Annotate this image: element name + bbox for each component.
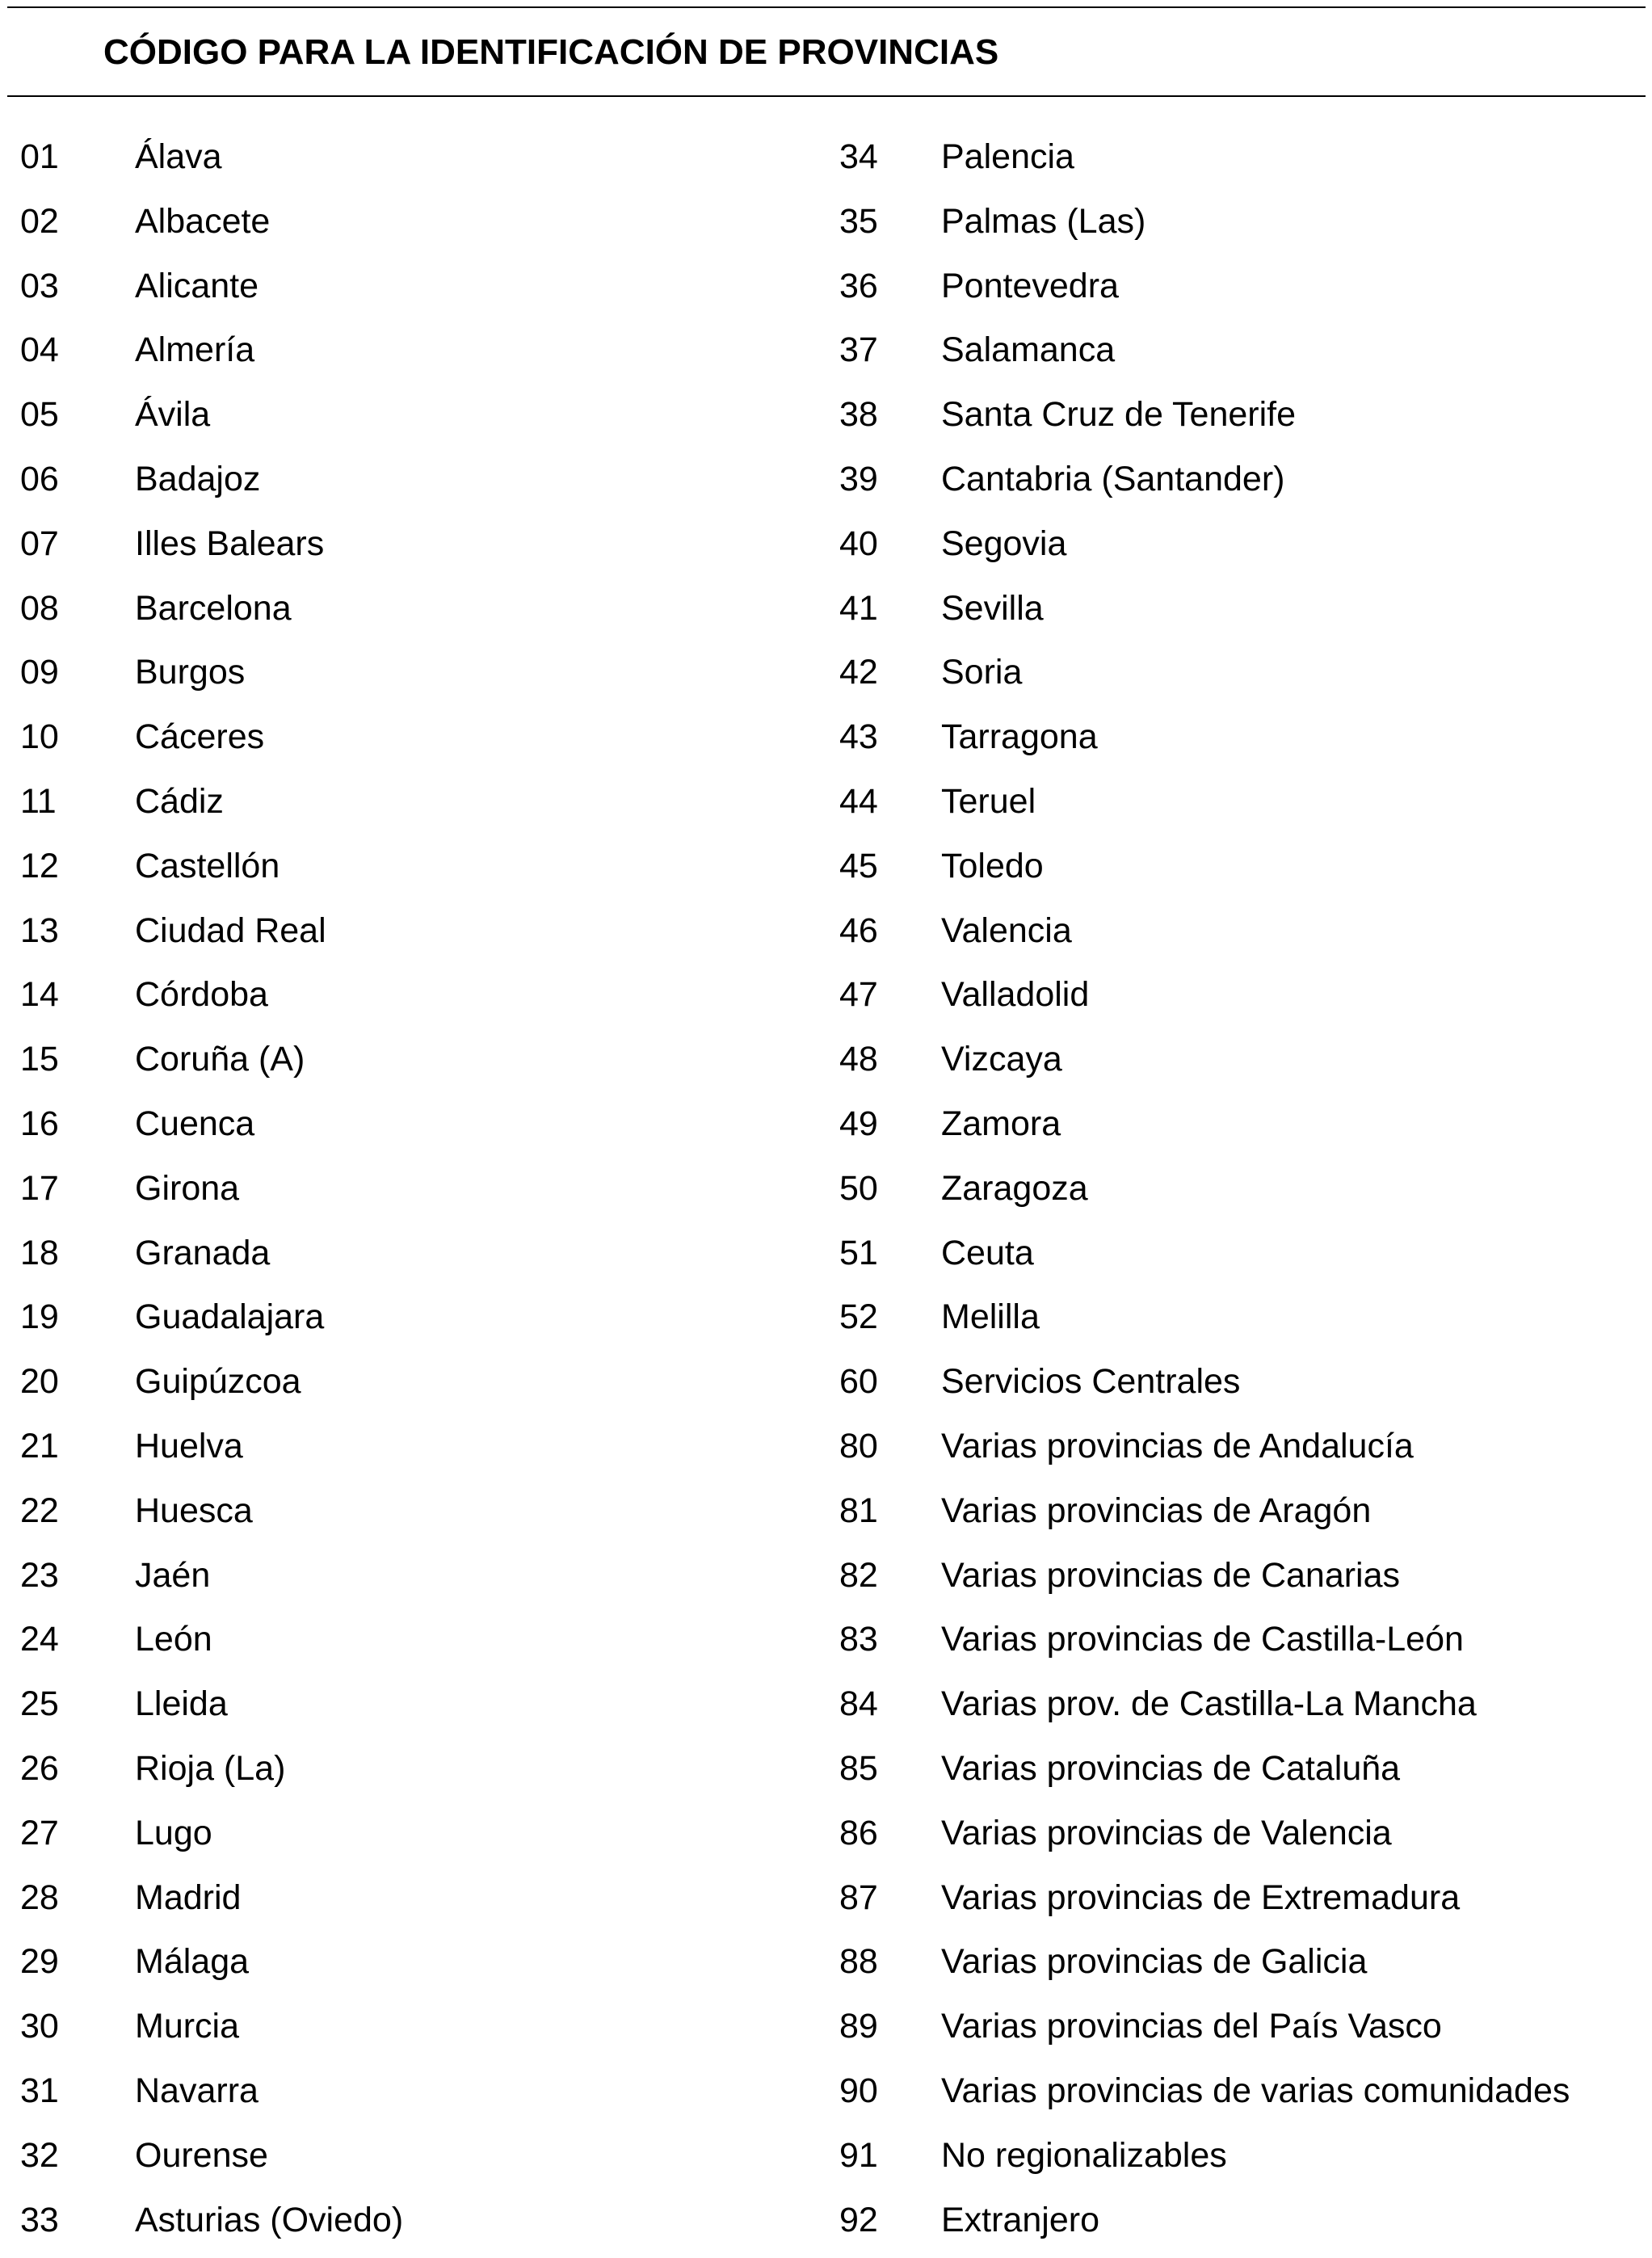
province-row bbox=[839, 453, 1647, 518]
province-name: Asturias (Oviedo) bbox=[135, 2194, 403, 2246]
province-list-right bbox=[839, 131, 1647, 2258]
province-row bbox=[839, 582, 1647, 647]
province-name: Salamanca bbox=[941, 324, 1115, 376]
province-code: 33 bbox=[20, 2194, 59, 2246]
province-name: Jaén bbox=[135, 1549, 210, 1601]
province-name: Ciudad Real bbox=[135, 905, 326, 957]
province-list-left bbox=[20, 131, 828, 2258]
province-name: Varias provincias de Aragón bbox=[941, 1485, 1371, 1537]
province-row bbox=[839, 1872, 1647, 1936]
province-code: 47 bbox=[839, 969, 878, 1020]
province-code: 80 bbox=[839, 1420, 878, 1472]
province-name: Coruña (A) bbox=[135, 1033, 305, 1085]
province-code: 27 bbox=[20, 1807, 59, 1859]
province-row bbox=[20, 1549, 828, 1614]
province-row bbox=[839, 1420, 1647, 1485]
province-code: 06 bbox=[20, 453, 59, 505]
province-code: 21 bbox=[20, 1420, 59, 1472]
province-row bbox=[20, 711, 828, 776]
province-code: 01 bbox=[20, 131, 59, 183]
province-code: 36 bbox=[839, 260, 878, 312]
province-name: Córdoba bbox=[135, 969, 268, 1020]
province-name: Varias provincias de Andalucía bbox=[941, 1420, 1414, 1472]
province-row bbox=[20, 2000, 828, 2065]
province-code: 83 bbox=[839, 1613, 878, 1665]
province-row bbox=[20, 2065, 828, 2130]
province-name: Albacete bbox=[135, 196, 270, 247]
province-name: Varias provincias de Extremadura bbox=[941, 1872, 1460, 1924]
province-row bbox=[20, 1291, 828, 1356]
province-row bbox=[839, 1356, 1647, 1420]
province-name: Vizcaya bbox=[941, 1033, 1062, 1085]
province-name: Varias provincias de Canarias bbox=[941, 1549, 1400, 1601]
province-row bbox=[839, 2194, 1647, 2258]
province-row bbox=[20, 1098, 828, 1163]
province-name: Melilla bbox=[941, 1291, 1040, 1343]
province-name: Cáceres bbox=[135, 711, 264, 763]
province-name: Málaga bbox=[135, 1936, 249, 1987]
header-rule bbox=[7, 95, 1646, 97]
province-code: 29 bbox=[20, 1936, 59, 1987]
province-row bbox=[839, 1613, 1647, 1678]
province-name: Alicante bbox=[135, 260, 259, 312]
province-code: 14 bbox=[20, 969, 59, 1020]
province-code: 17 bbox=[20, 1163, 59, 1214]
province-row bbox=[20, 324, 828, 389]
province-code: 43 bbox=[839, 711, 878, 763]
province-row bbox=[20, 196, 828, 260]
province-code: 86 bbox=[839, 1807, 878, 1859]
province-name: Varias provincias de Cataluña bbox=[941, 1743, 1400, 1794]
province-code: 50 bbox=[839, 1163, 878, 1214]
province-code: 10 bbox=[20, 711, 59, 763]
province-name: Palencia bbox=[941, 131, 1074, 183]
province-row bbox=[20, 1743, 828, 1807]
province-row bbox=[20, 2194, 828, 2258]
province-name: Madrid bbox=[135, 1872, 241, 1924]
province-code: 88 bbox=[839, 1936, 878, 1987]
province-code: 20 bbox=[20, 1356, 59, 1407]
province-code: 90 bbox=[839, 2065, 878, 2117]
province-name: Soria bbox=[941, 646, 1022, 698]
province-row bbox=[20, 840, 828, 905]
province-code: 31 bbox=[20, 2065, 59, 2117]
province-code: 11 bbox=[20, 776, 57, 827]
province-name: Teruel bbox=[941, 776, 1036, 827]
province-code: 30 bbox=[20, 2000, 59, 2052]
province-code: 85 bbox=[839, 1743, 878, 1794]
province-name: Extranjero bbox=[941, 2194, 1099, 2246]
province-name: Almería bbox=[135, 324, 254, 376]
province-code: 16 bbox=[20, 1098, 59, 1150]
province-name: Cuenca bbox=[135, 1098, 254, 1150]
province-name: Varias provincias del País Vasco bbox=[941, 2000, 1442, 2052]
province-row bbox=[839, 1291, 1647, 1356]
province-code: 51 bbox=[839, 1227, 878, 1279]
province-row bbox=[20, 2130, 828, 2194]
province-code: 37 bbox=[839, 324, 878, 376]
province-name: Huelva bbox=[135, 1420, 243, 1472]
province-code: 92 bbox=[839, 2194, 878, 2246]
province-row bbox=[839, 196, 1647, 260]
top-rule bbox=[7, 6, 1646, 8]
province-row bbox=[20, 453, 828, 518]
province-row bbox=[20, 1807, 828, 1872]
province-code: 49 bbox=[839, 1098, 878, 1150]
province-name: Zaragoza bbox=[941, 1163, 1088, 1214]
province-name: Toledo bbox=[941, 840, 1044, 892]
province-row bbox=[839, 1807, 1647, 1872]
province-code: 34 bbox=[839, 131, 878, 183]
province-name: Zamora bbox=[941, 1098, 1061, 1150]
province-row bbox=[20, 518, 828, 582]
province-code: 81 bbox=[839, 1485, 878, 1537]
province-row bbox=[20, 1613, 828, 1678]
province-code: 05 bbox=[20, 389, 59, 440]
province-row bbox=[20, 1033, 828, 1098]
province-row bbox=[839, 1485, 1647, 1549]
province-row bbox=[20, 969, 828, 1033]
province-row bbox=[20, 260, 828, 325]
province-name: León bbox=[135, 1613, 212, 1665]
province-name: Varias provincias de Galicia bbox=[941, 1936, 1367, 1987]
province-row bbox=[839, 1227, 1647, 1292]
province-code: 40 bbox=[839, 518, 878, 570]
province-name: Badajoz bbox=[135, 453, 260, 505]
province-code: 41 bbox=[839, 582, 878, 634]
province-code: 45 bbox=[839, 840, 878, 892]
province-name: Illes Balears bbox=[135, 518, 324, 570]
province-row bbox=[20, 646, 828, 711]
province-name: Varias prov. de Castilla-La Mancha bbox=[941, 1678, 1477, 1730]
province-code: 03 bbox=[20, 260, 59, 312]
province-row bbox=[839, 131, 1647, 196]
province-name: Varias provincias de varias comunidades bbox=[941, 2065, 1570, 2117]
province-row bbox=[20, 1872, 828, 1936]
province-row bbox=[839, 776, 1647, 840]
province-row bbox=[20, 131, 828, 196]
province-name: Huesca bbox=[135, 1485, 253, 1537]
province-row bbox=[839, 711, 1647, 776]
province-name: Servicios Centrales bbox=[941, 1356, 1240, 1407]
province-name: Ceuta bbox=[941, 1227, 1034, 1279]
province-row bbox=[839, 389, 1647, 453]
province-row bbox=[20, 905, 828, 969]
province-code: 84 bbox=[839, 1678, 878, 1730]
province-name: Barcelona bbox=[135, 582, 292, 634]
province-name: Segovia bbox=[941, 518, 1066, 570]
province-code: 87 bbox=[839, 1872, 878, 1924]
province-row bbox=[839, 2065, 1647, 2130]
province-code: 52 bbox=[839, 1291, 878, 1343]
province-row bbox=[839, 1033, 1647, 1098]
province-name: Álava bbox=[135, 131, 222, 183]
province-row bbox=[839, 260, 1647, 325]
province-row bbox=[839, 1098, 1647, 1163]
province-row bbox=[20, 389, 828, 453]
province-code: 19 bbox=[20, 1291, 59, 1343]
province-row bbox=[20, 1227, 828, 1292]
province-name: Burgos bbox=[135, 646, 245, 698]
province-code: 26 bbox=[20, 1743, 59, 1794]
province-row bbox=[839, 1678, 1647, 1743]
document-title: CÓDIGO PARA LA IDENTIFICACIÓN DE PROVINCIAS bbox=[103, 30, 998, 75]
province-code: 91 bbox=[839, 2130, 878, 2181]
province-code: 24 bbox=[20, 1613, 59, 1665]
province-name: Murcia bbox=[135, 2000, 239, 2052]
province-row bbox=[839, 324, 1647, 389]
province-row bbox=[839, 1163, 1647, 1227]
province-name: Navarra bbox=[135, 2065, 259, 2117]
province-code: 02 bbox=[20, 196, 59, 247]
province-name: Guipúzcoa bbox=[135, 1356, 301, 1407]
province-row bbox=[20, 1163, 828, 1227]
province-code: 22 bbox=[20, 1485, 59, 1537]
province-name: Valencia bbox=[941, 905, 1072, 957]
province-name: Pontevedra bbox=[941, 260, 1119, 312]
province-code: 18 bbox=[20, 1227, 59, 1279]
province-name: Valladolid bbox=[941, 969, 1089, 1020]
province-name: Lleida bbox=[135, 1678, 228, 1730]
province-code: 38 bbox=[839, 389, 878, 440]
province-row bbox=[20, 1936, 828, 2000]
province-name: Tarragona bbox=[941, 711, 1098, 763]
province-row bbox=[839, 646, 1647, 711]
province-code: 09 bbox=[20, 646, 59, 698]
province-code: 28 bbox=[20, 1872, 59, 1924]
province-name: Santa Cruz de Tenerife bbox=[941, 389, 1296, 440]
province-name: Ourense bbox=[135, 2130, 268, 2181]
province-code: 08 bbox=[20, 582, 59, 634]
province-name: No regionalizables bbox=[941, 2130, 1227, 2181]
province-row bbox=[839, 2130, 1647, 2194]
province-code: 89 bbox=[839, 2000, 878, 2052]
province-row bbox=[839, 840, 1647, 905]
province-row bbox=[839, 518, 1647, 582]
province-name: Rioja (La) bbox=[135, 1743, 285, 1794]
province-code: 15 bbox=[20, 1033, 59, 1085]
province-row bbox=[20, 1356, 828, 1420]
province-row bbox=[20, 776, 828, 840]
province-code: 35 bbox=[839, 196, 878, 247]
province-code: 60 bbox=[839, 1356, 878, 1407]
province-code: 32 bbox=[20, 2130, 59, 2181]
province-code: 12 bbox=[20, 840, 59, 892]
province-code: 13 bbox=[20, 905, 59, 957]
province-row bbox=[839, 905, 1647, 969]
province-name: Guadalajara bbox=[135, 1291, 324, 1343]
province-row bbox=[839, 1549, 1647, 1614]
province-code: 07 bbox=[20, 518, 59, 570]
province-name: Palmas (Las) bbox=[941, 196, 1145, 247]
province-row bbox=[20, 1678, 828, 1743]
province-code: 23 bbox=[20, 1549, 59, 1601]
province-code: 82 bbox=[839, 1549, 878, 1601]
province-row bbox=[20, 1420, 828, 1485]
province-row bbox=[839, 1936, 1647, 2000]
province-code: 46 bbox=[839, 905, 878, 957]
province-code: 39 bbox=[839, 453, 878, 505]
province-row bbox=[839, 1743, 1647, 1807]
province-name: Granada bbox=[135, 1227, 270, 1279]
province-row bbox=[20, 582, 828, 647]
province-code: 44 bbox=[839, 776, 878, 827]
province-name: Cádiz bbox=[135, 776, 224, 827]
province-code: 48 bbox=[839, 1033, 878, 1085]
province-name: Lugo bbox=[135, 1807, 212, 1859]
province-name: Girona bbox=[135, 1163, 239, 1214]
province-row bbox=[839, 2000, 1647, 2065]
province-code: 42 bbox=[839, 646, 878, 698]
province-code: 25 bbox=[20, 1678, 59, 1730]
province-name: Cantabria (Santander) bbox=[941, 453, 1284, 505]
province-code: 04 bbox=[20, 324, 59, 376]
province-row bbox=[20, 1485, 828, 1549]
province-name: Varias provincias de Valencia bbox=[941, 1807, 1392, 1859]
province-name: Varias provincias de Castilla-León bbox=[941, 1613, 1464, 1665]
province-row bbox=[839, 969, 1647, 1033]
province-name: Castellón bbox=[135, 840, 280, 892]
province-name: Sevilla bbox=[941, 582, 1044, 634]
province-name: Ávila bbox=[135, 389, 210, 440]
